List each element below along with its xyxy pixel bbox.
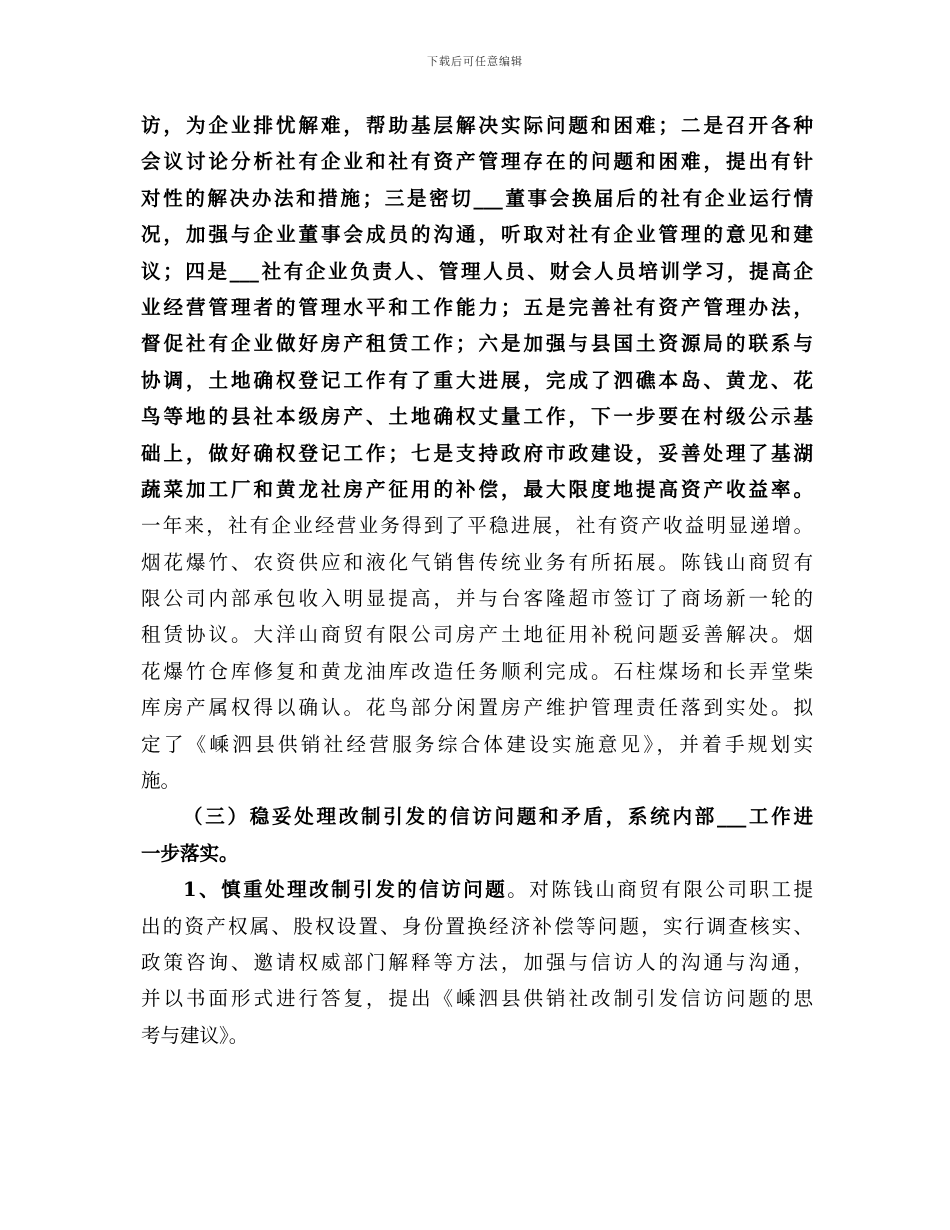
text-line: 定了《嵊泗县供销社经营服务综合体建设实施意见》，并着手规划实 bbox=[141, 732, 813, 756]
item-first-rest: 。对陈钱山商贸有限公司职工提 bbox=[507, 878, 813, 902]
text-line: 访，为企业排忧解难，帮助基层解决实际问题和困难；二是召开各种 bbox=[141, 114, 813, 137]
paragraph-1 bbox=[141, 108, 813, 508]
page-header-note: 下载后可任意编辑 bbox=[427, 55, 523, 68]
text-line: 鸟等地的县社本级房产、土地确权丈量工作，下一步要在村级公示基 bbox=[141, 405, 813, 429]
text-line: 蔬菜加工厂和黄龙社房产征用的补偿，最大限度地提高资产收益率。 bbox=[141, 477, 813, 501]
text-line: 限公司内部承包收入明显提高，并与台客隆超市签订了商场新一轮的 bbox=[141, 587, 813, 611]
text-line: 督促社有企业做好房产租赁工作；六是加强与县国土资源局的联系与 bbox=[141, 332, 813, 356]
item-lead: 1、慎重处理改制引发的信访问题 bbox=[183, 878, 508, 902]
text-line: 础上，做好确权登记工作；七是支持政府市政建设，妥善处理了基湖 bbox=[141, 441, 813, 465]
text-line: 业经营管理者的管理水平和工作能力；五是完善社有资产管理办法， bbox=[141, 295, 813, 319]
text-line: 会议讨论分析社有企业和社有资产管理存在的问题和困难，提出有针 bbox=[141, 150, 813, 174]
heading-line: （三）稳妥处理改制引发的信访问题和矛盾，系统内部___工作进 bbox=[183, 805, 813, 829]
document-body bbox=[141, 108, 813, 1054]
text-line: 一年来，社有企业经营业务得到了平稳进展，社有资产收益明显递增。 bbox=[141, 514, 813, 538]
text-line: 花爆竹仓库修复和黄龙油库改造任务顺利完成。石柱煤场和长弄堂柴 bbox=[141, 659, 813, 683]
text-line: 出的资产权属、股权设置、身份置换经济补偿等问题，实行调查核实、 bbox=[141, 914, 813, 938]
text-line: 租赁协议。大洋山商贸有限公司房产土地征用补税问题妥善解决。烟 bbox=[141, 623, 813, 647]
text-line: 况，加强与企业董事会成员的沟通，听取对社有企业管理的意见和建 bbox=[141, 223, 813, 247]
text-line: 议；四是___社有企业负责人、管理人员、财会人员培训学习，提高企 bbox=[141, 259, 813, 283]
text-line: 协调，土地确权登记工作有了重大进展，完成了泗礁本岛、黄龙、花 bbox=[141, 368, 813, 392]
text-line: 库房产属权得以确认。花鸟部分闲置房产维护管理责任落到实处。拟 bbox=[141, 696, 813, 720]
paragraph-2 bbox=[141, 508, 813, 799]
text-line: 对性的解决办法和措施；三是密切___董事会换届后的社有企业运行情 bbox=[141, 186, 813, 210]
section-heading-3 bbox=[141, 799, 813, 872]
text-line: 政策咨询、邀请权威部门解释等方法，加强与信访人的沟通与沟通， bbox=[141, 950, 813, 974]
text-line: 考与建议》。 bbox=[141, 1023, 249, 1047]
text-line: 施。 bbox=[141, 769, 181, 793]
heading-line: 一步落实。 bbox=[141, 841, 239, 865]
text-line: 并以书面形式进行答复，提出《嵊泗县供销社改制引发信访问题的思 bbox=[141, 987, 813, 1011]
text-line: 烟花爆竹、农资供应和液化气销售传统业务有所拓展。陈钱山商贸有 bbox=[141, 550, 813, 574]
item-first-line bbox=[141, 872, 813, 908]
item-1 bbox=[141, 872, 813, 1054]
